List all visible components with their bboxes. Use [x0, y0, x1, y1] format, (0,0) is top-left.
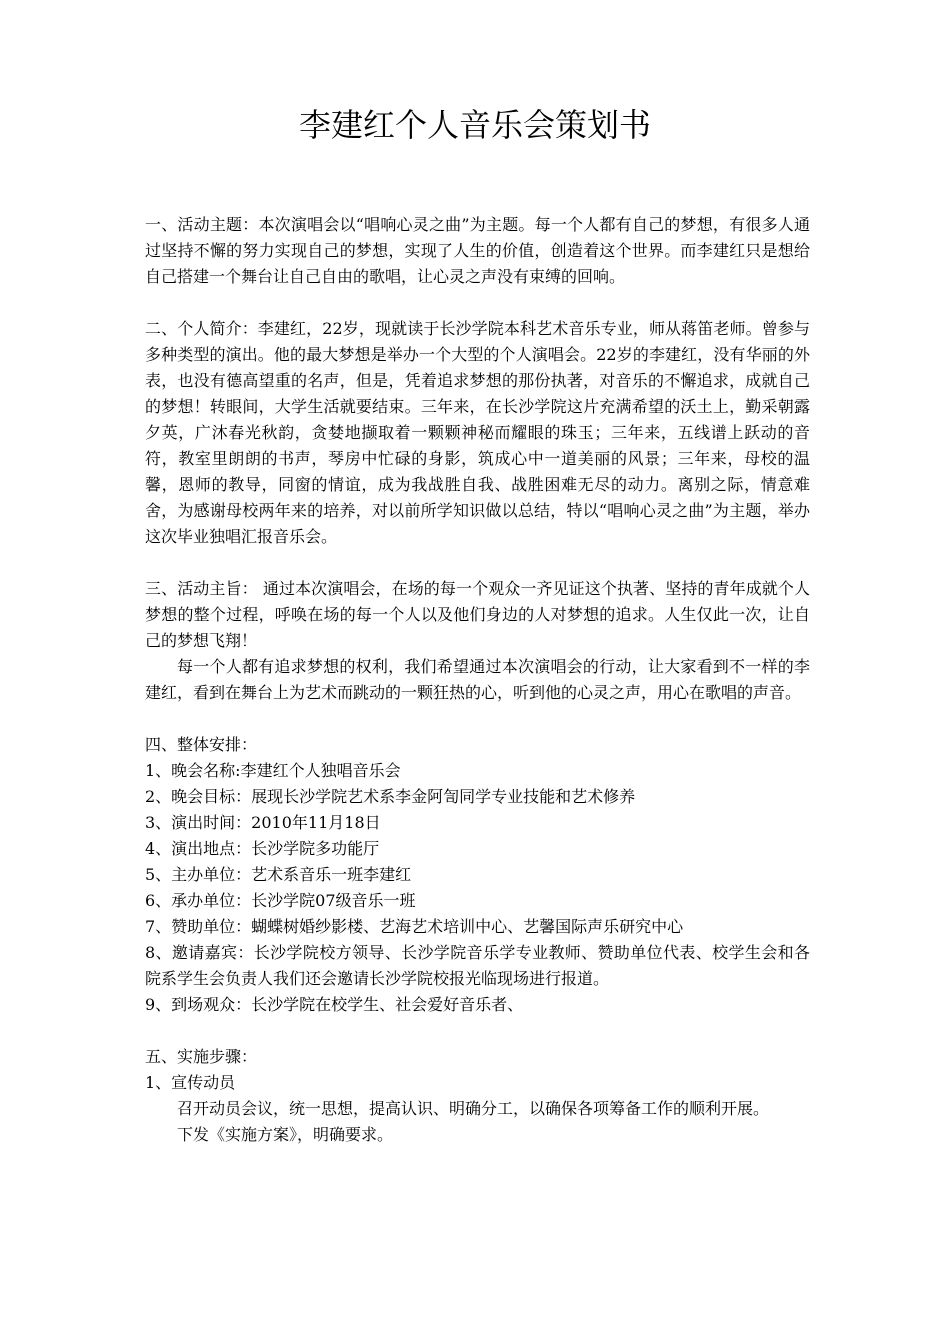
arrangement-item: 9、到场观众：长沙学院在校学生、社会爱好音乐者、: [145, 995, 524, 1014]
paragraph-gap: [145, 1018, 810, 1044]
step-detail: 召开动员会议，统一思想，提高认识、明确分工，以确保各项筹备工作的顺利开展。: [177, 1099, 770, 1118]
arrangement-item: 1、晚会名称:李建红个人独唱音乐会: [145, 761, 401, 780]
section-activity-purpose: 三、活动主旨： 通过本次演唱会，在场的每一个观众一齐见证这个执著、坚持的青年成就个人梦想的整个过程，呼唤在场的每一个人以及他们身边的人对梦想的追求。人生仅此一次，让自己的梦想飞翔！: [145, 579, 810, 650]
section-arrangement-heading: 四、整体安排：: [145, 735, 258, 754]
arrangement-item: 8、邀请嘉宾：长沙学院校方领导、长沙学院音乐学专业教师、赞助单位代表、校学生会和各院系学生会负责人我们还会邀请长沙学院校报光临现场进行报道。: [145, 943, 810, 988]
arrangement-item: 6、承办单位：长沙学院07级音乐一班: [145, 891, 416, 910]
arrangement-item: 2、晚会目标：展现长沙学院艺术系李金阿訇同学专业技能和艺术修养: [145, 787, 636, 806]
section-activity-theme: 一、活动主题：本次演唱会以“唱响心灵之曲”为主题。每一个人都有自己的梦想，有很多人通过坚持不懈的努力实现自己的梦想，实现了人生的价值，创造着这个世界。而李建红只是想给自己搭建一个舞台让自己自由的歌唱，让心灵之声没有束缚的回响。: [145, 215, 810, 286]
document-body: [145, 212, 810, 1148]
section-personal-intro: 二、个人简介：李建红，22岁，现就读于长沙学院本科艺术音乐专业，师从蒋笛老师。曾参与多种类型的演出。他的最大梦想是举办一个大型的个人演唱会。22岁的李建红，没有华丽的外表，也没有德高望重的名声，但是，凭着追求梦想的那份执著，对音乐的不懈追求，成就自己的梦想！转眼间，大学生活就要结束。三年来，在长沙学院这片充满希望的沃土上，勤采朝露夕英，广沐春光秋韵，贪婪地撷取着一颗颗神秘而耀眼的珠玉；三年来，五线谱上跃动的音符，教室里朗朗的书声，琴房中忙碌的身影，筑成心中一道美丽的风景；三年来，母校的温馨，恩师的教导，同窗的情谊，成为我战胜自我、战胜困难无尽的动力。离别之际，情意难舍，为感谢母校两年来的培养，对以前所学知识做以总结，特以“唱响心灵之曲”为主题，举办这次毕业独唱汇报音乐会。: [145, 319, 810, 546]
arrangement-item: 4、演出地点：长沙学院多功能厅: [145, 839, 380, 858]
arrangement-item: 7、赞助单位：蝴蝶树婚纱影楼、艺海艺术培训中心、艺馨国际声乐研究中心: [145, 917, 684, 936]
document-title: 李建红个人音乐会策划书: [298, 106, 651, 144]
step-title: 1、宣传动员: [145, 1073, 236, 1092]
section-steps-heading: 五、实施步骤：: [145, 1047, 258, 1066]
step-detail: 下发《实施方案》，明确要求。: [177, 1125, 394, 1144]
paragraph-gap: [145, 550, 810, 576]
arrangement-item: 3、演出时间：2010年11月18日: [145, 813, 381, 832]
section-activity-purpose-continued: 每一个人都有追求梦想的权利，我们希望通过本次演唱会的行动，让大家看到不一样的李建红，看到在舞台上为艺术而跳动的一颗狂热的心，听到他的心灵之声，用心在歌唱的声音。: [145, 657, 810, 702]
paragraph-gap: [145, 290, 810, 316]
arrangement-item: 5、主办单位：艺术系音乐一班李建红: [145, 865, 412, 884]
paragraph-gap: [145, 706, 810, 732]
